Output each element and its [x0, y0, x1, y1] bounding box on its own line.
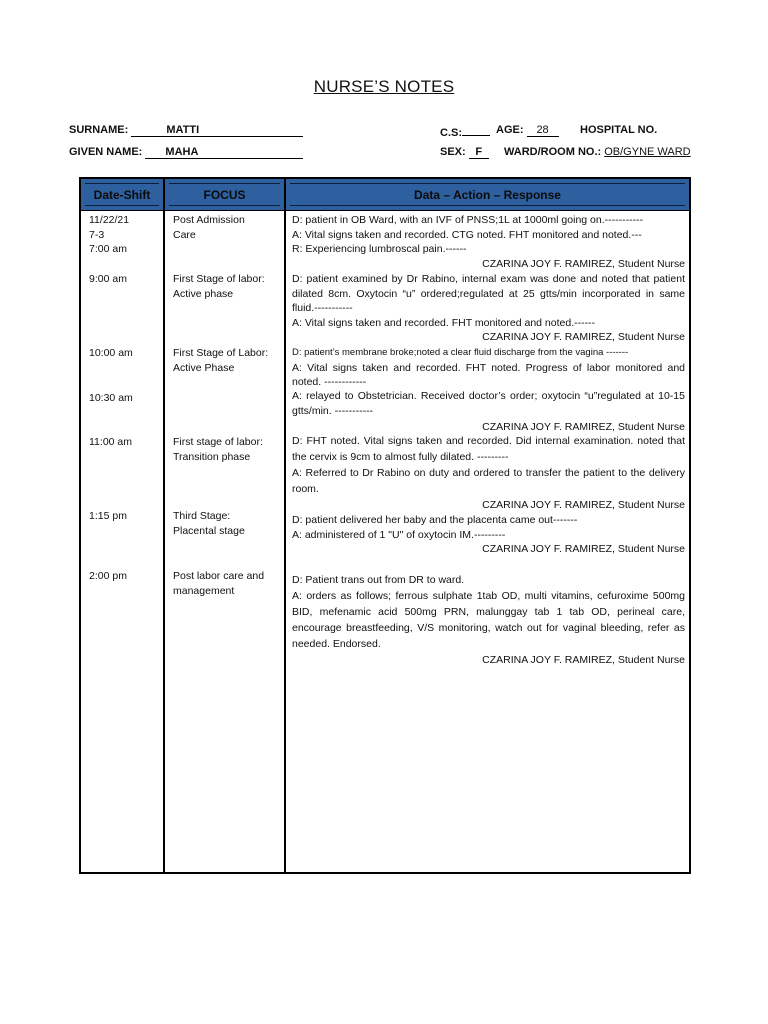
age-value: 28	[527, 124, 559, 137]
cs-blank	[462, 124, 490, 136]
nurse-signature: CZARINA JOY F. RAMIREZ, Student Nurse	[482, 257, 685, 270]
nurse-signature: CZARINA JOY F. RAMIREZ, Student Nurse	[482, 654, 685, 666]
sex-value: F	[469, 146, 489, 159]
row-focus-cell: Post Admission Care	[173, 214, 245, 241]
row-data-cell: D: FHT noted. Vital signs taken and recorded. Did internal examination. noted that the cervix is 9cm to almost fully dilated. --------- A: Referred to Dr Rabino on duty and ordered to transfer the patient to the delivery room. CZARINA JOY F. RAMIREZ, Student Nurse	[292, 435, 685, 511]
row-focus-cell: Post labor care and management	[173, 570, 265, 597]
row-date-cell: 10:30 am	[89, 392, 133, 404]
surname-field	[69, 124, 303, 137]
hospital-no-label: HOSPITAL NO.	[580, 124, 658, 136]
sex-label: SEX:	[440, 146, 466, 158]
cs-field	[440, 124, 490, 139]
column-header-date-shift: Date-Shift	[81, 179, 163, 211]
cs-label: C.S:	[440, 127, 462, 139]
row-date-cell: 9:00 am	[89, 273, 127, 285]
row-data-cell: D: Patient trans out from DR to ward. A: orders as follows; ferrous sulphate 1tab OD, multi vitamins, cefuroxime 500mg BID, mefenamic acid 500mg PRN, malunggay tab 1 tab OD, perineal care, encourage breastfeeding, V/S monitoring, watch out for vaginal bleeding, refer as needed. Endorsed. CZARINA JOY F. RAMIREZ, Student Nurse	[292, 574, 685, 666]
ward-value: OB/GYNE WARD	[604, 146, 691, 158]
row-data-cell: D: patient in OB Ward, with an IVF of PNSS;1L at 1000ml going on.----------- A: Vital signs taken and recorded. CTG noted. FHT monitored and noted.--- R: Experiencing lumbroscal pain.------ CZARINA JOY F. RAMIREZ, Student Nurse	[292, 214, 685, 270]
given-name-label: GIVEN NAME:	[69, 146, 143, 158]
row-data-cell: A: relayed to Obstetrician. Received doctor’s order; oxytocin “u”regulated at 10-15 gtts/min. ----------- CZARINA JOY F. RAMIREZ, Student Nurse	[292, 390, 685, 433]
column-header-focus: FOCUS	[165, 179, 284, 211]
row-data-cell: D: patient’s membrane broke;noted a clear fluid discharge from the vagina ------- A: Vital signs taken and recorded. FHT noted. Progress of labor monitored and noted. ------------	[292, 347, 685, 388]
row-data-cell: D: patient examined by Dr Rabino, internal exam was done and noted that patient dilated 8cm. Oxytocin “u” ordered;regulated at 25 gtts/min incorporated in same fluid.----------- A: Vital signs taken and recorded. FHT monitored and noted.------ CZARINA JOY F. RAMIREZ, Student Nurse	[292, 273, 685, 343]
age-label: AGE:	[496, 124, 524, 136]
ward-field	[504, 146, 691, 158]
age-field	[496, 124, 559, 137]
row-focus-cell: First Stage of Labor: Active Phase	[173, 347, 269, 374]
row-date-cell: 1:15 pm	[89, 510, 127, 522]
row-focus-cell: First stage of labor: Transition phase	[173, 436, 263, 463]
sex-field	[440, 146, 489, 159]
row-focus-cell: First Stage of labor: Active phase	[173, 273, 265, 300]
row-date-cell: 11/22/21 7-3 7:00 am	[89, 214, 130, 255]
row-data-cell: D: patient delivered her baby and the placenta came out------- A: administered of 1 "U" of oxytocin IM.--------- CZARINA JOY F. RAMIREZ, Student Nurse	[292, 514, 685, 555]
ward-label: WARD/ROOM NO.:	[504, 146, 602, 158]
notes-table	[79, 177, 691, 874]
nurse-signature: CZARINA JOY F. RAMIREZ, Student Nurse	[482, 499, 685, 511]
row-focus-cell: Third Stage: Placental stage	[173, 510, 245, 537]
surname-label: SURNAME:	[69, 124, 129, 136]
row-date-cell: 11:00 am	[89, 436, 132, 448]
given-name-field	[69, 146, 303, 159]
nurse-signature: CZARINA JOY F. RAMIREZ, Student Nurse	[482, 331, 685, 343]
nurse-signature: CZARINA JOY F. RAMIREZ, Student Nurse	[482, 543, 685, 555]
row-date-cell: 10:00 am	[89, 347, 133, 359]
surname-value: MATTI	[131, 124, 303, 137]
given-name-value: MAHA	[145, 146, 303, 159]
row-date-cell: 2:00 pm	[89, 570, 127, 582]
column-divider	[284, 179, 286, 872]
nurse-signature: CZARINA JOY F. RAMIREZ, Student Nurse	[482, 421, 685, 433]
column-header-data-action-response: Data – Action – Response	[286, 179, 689, 211]
column-divider	[163, 179, 165, 872]
page-title: NURSE’S NOTES	[313, 77, 455, 96]
